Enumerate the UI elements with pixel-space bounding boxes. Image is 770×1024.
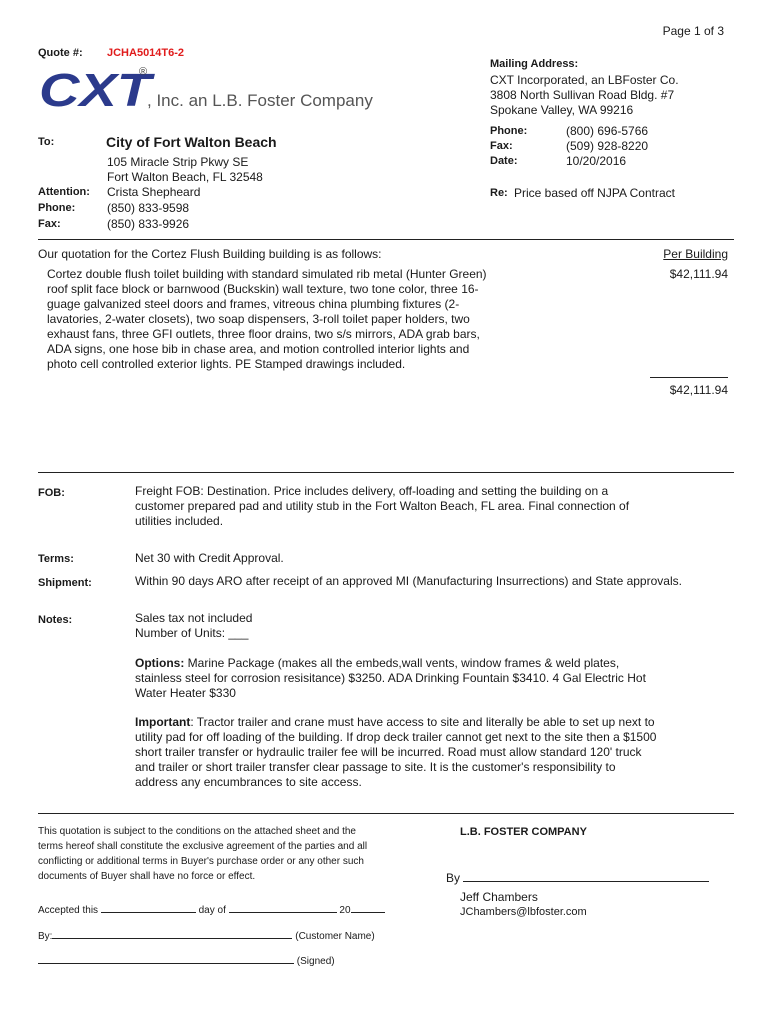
quotation-intro: Our quotation for the Cortez Flush Building building is as follows:: [38, 247, 382, 261]
signature-line: [38, 953, 335, 967]
recipient-fax: (850) 833-9926: [107, 217, 190, 231]
fax-label: Fax:: [490, 140, 513, 152]
customer-signature-field[interactable]: [38, 953, 294, 964]
mailing-line: 3808 North Sullivan Road Bldg. #7: [490, 88, 675, 102]
recipient-phone: (850) 833-9598: [107, 201, 190, 215]
mailing-heading: Mailing Address:: [490, 58, 579, 70]
registered-mark: ®: [139, 66, 148, 78]
signer-email[interactable]: JChambers@lbfoster.com: [460, 906, 587, 918]
recipient-address: 105 Miracle Strip Pkwy SE: [107, 155, 249, 169]
customer-name-field[interactable]: [52, 928, 292, 939]
re-label: Re:: [490, 187, 508, 199]
phone-label: Phone:: [490, 125, 528, 137]
important-text: : Tractor trailer and crane must have access to site and literally be able to set up next to utility pad for off loading of the building. If drop deck trailer cannot get next to the site then a $1500 short trailer transfer or hydraulic trailer fee will be incurred. Road must allow standard 120' truck and trailer or short trailer transfer clear passage to site. It is the customer's responsibility to address any encumbrances to site access.: [135, 715, 657, 789]
fax-value: (509) 928-8220: [566, 139, 649, 153]
mailing-line: CXT Incorporated, an LBFoster Co.: [490, 73, 679, 87]
attention-value: Crista Shepheard: [107, 185, 201, 199]
logo-tagline: , Inc. an L.B. Foster Company: [147, 91, 373, 110]
signed-caption: (Signed): [296, 956, 335, 967]
fob-label: FOB:: [38, 487, 65, 499]
date-value: 10/20/2016: [566, 154, 627, 168]
to-label: To:: [38, 136, 55, 148]
mailing-line: Spokane Valley, WA 99216: [490, 103, 634, 117]
notes-label: Notes:: [38, 614, 73, 626]
accepted-prefix: Accepted this: [38, 905, 99, 916]
day-of-label: day of: [198, 905, 226, 916]
fob-text: Freight FOB: Destination. Price includes delivery, off-loading and setting the building on a customer prepared pad and utility stub in the Fort Walton Beach, FL area. Final connection of utilities included.: [135, 484, 630, 528]
terms-disclaimer: This quotation is subject to the conditions on the attached sheet and the terms hereof shall constitute the exclusive agreement of the parties and all conflicting or additional terms in Buyer's purchase order or any other such documents of Buyer shall have no force or effect.: [38, 826, 368, 882]
options-paragraph: [135, 656, 655, 701]
customer-name-caption: (Customer Name): [295, 931, 375, 942]
quote-number: JCHA5014T6-2: [107, 47, 185, 59]
quote-label: Quote #:: [38, 47, 83, 59]
accepted-date-field[interactable]: [101, 902, 196, 913]
accepted-month-field[interactable]: [229, 902, 337, 913]
recipient-name: City of Fort Walton Beach: [106, 134, 277, 150]
accepted-year-field[interactable]: [351, 902, 385, 913]
terms-label: Terms:: [38, 553, 74, 565]
recipient-fax-label: Fax:: [38, 218, 61, 230]
by-label: By:: [38, 931, 53, 942]
year-prefix: 20: [339, 905, 351, 916]
company-by-label: By: [446, 871, 461, 885]
customer-name-line: [38, 928, 375, 942]
total-price: $42,111.94: [669, 383, 728, 397]
recipient-address: Fort Walton Beach, FL 32548: [107, 170, 263, 184]
recipient-phone-label: Phone:: [38, 202, 76, 214]
shipment-label: Shipment:: [38, 577, 92, 589]
per-building-header: Per Building: [663, 247, 728, 261]
notes-line: Sales tax not included: [135, 611, 253, 625]
important-paragraph: [135, 715, 660, 790]
page-number: Page 1 of 3: [662, 24, 724, 38]
signer-name: Jeff Chambers: [460, 890, 538, 904]
company-signature-field: [463, 871, 709, 882]
phone-value: (800) 696-5766: [566, 124, 649, 138]
options-text: Marine Package (makes all the embeds,wall vents, window frames & weld plates, stainless steel for corrosion resisitance) $3250. ADA Drinking Fountain $3410. 4 Gal Electric Hot Water Heater $330: [135, 656, 646, 700]
accepted-line: [38, 902, 385, 916]
important-label: Important: [135, 715, 191, 729]
attention-label: Attention:: [38, 186, 90, 198]
building-description: Cortez double flush toilet building with standard simulated rib metal (Hunter Green) roof split face block or barnwood (Buckskin) wall texture, two tone color, three 16-guage galvanized steel doors and frames, vitreous china plumbing fixtures (2-lavatories, 2-water closets), two soap dispensers, 3-roll toilet paper holders, two exhaust fans, three GFI outlets, three floor drains, two s/s mirrors, ADA grab bars, ADA signs, one hose bib in chase area, and motion controlled interior lights and photo cell controlled exterior lights. PE Stamped drawings included.: [47, 267, 487, 371]
total-rule: [650, 377, 728, 378]
divider: [38, 239, 734, 240]
re-text: Price based off NJPA Contract: [514, 186, 675, 200]
company-by-line: [446, 871, 709, 885]
divider: [38, 472, 734, 473]
date-label: Date:: [490, 155, 518, 167]
company-name: L.B. FOSTER COMPANY: [460, 826, 587, 838]
notes-line: Number of Units: ___: [135, 626, 249, 640]
options-label: Options:: [135, 656, 185, 670]
line-price: $42,111.94: [669, 267, 728, 281]
divider: [38, 813, 734, 814]
svg-text:CXT: CXT: [39, 68, 156, 110]
shipment-text: Within 90 days ARO after receipt of an approved MI (Manufacturing Insurrections) and State approvals.: [135, 574, 682, 588]
terms-text: Net 30 with Credit Approval.: [135, 551, 284, 565]
